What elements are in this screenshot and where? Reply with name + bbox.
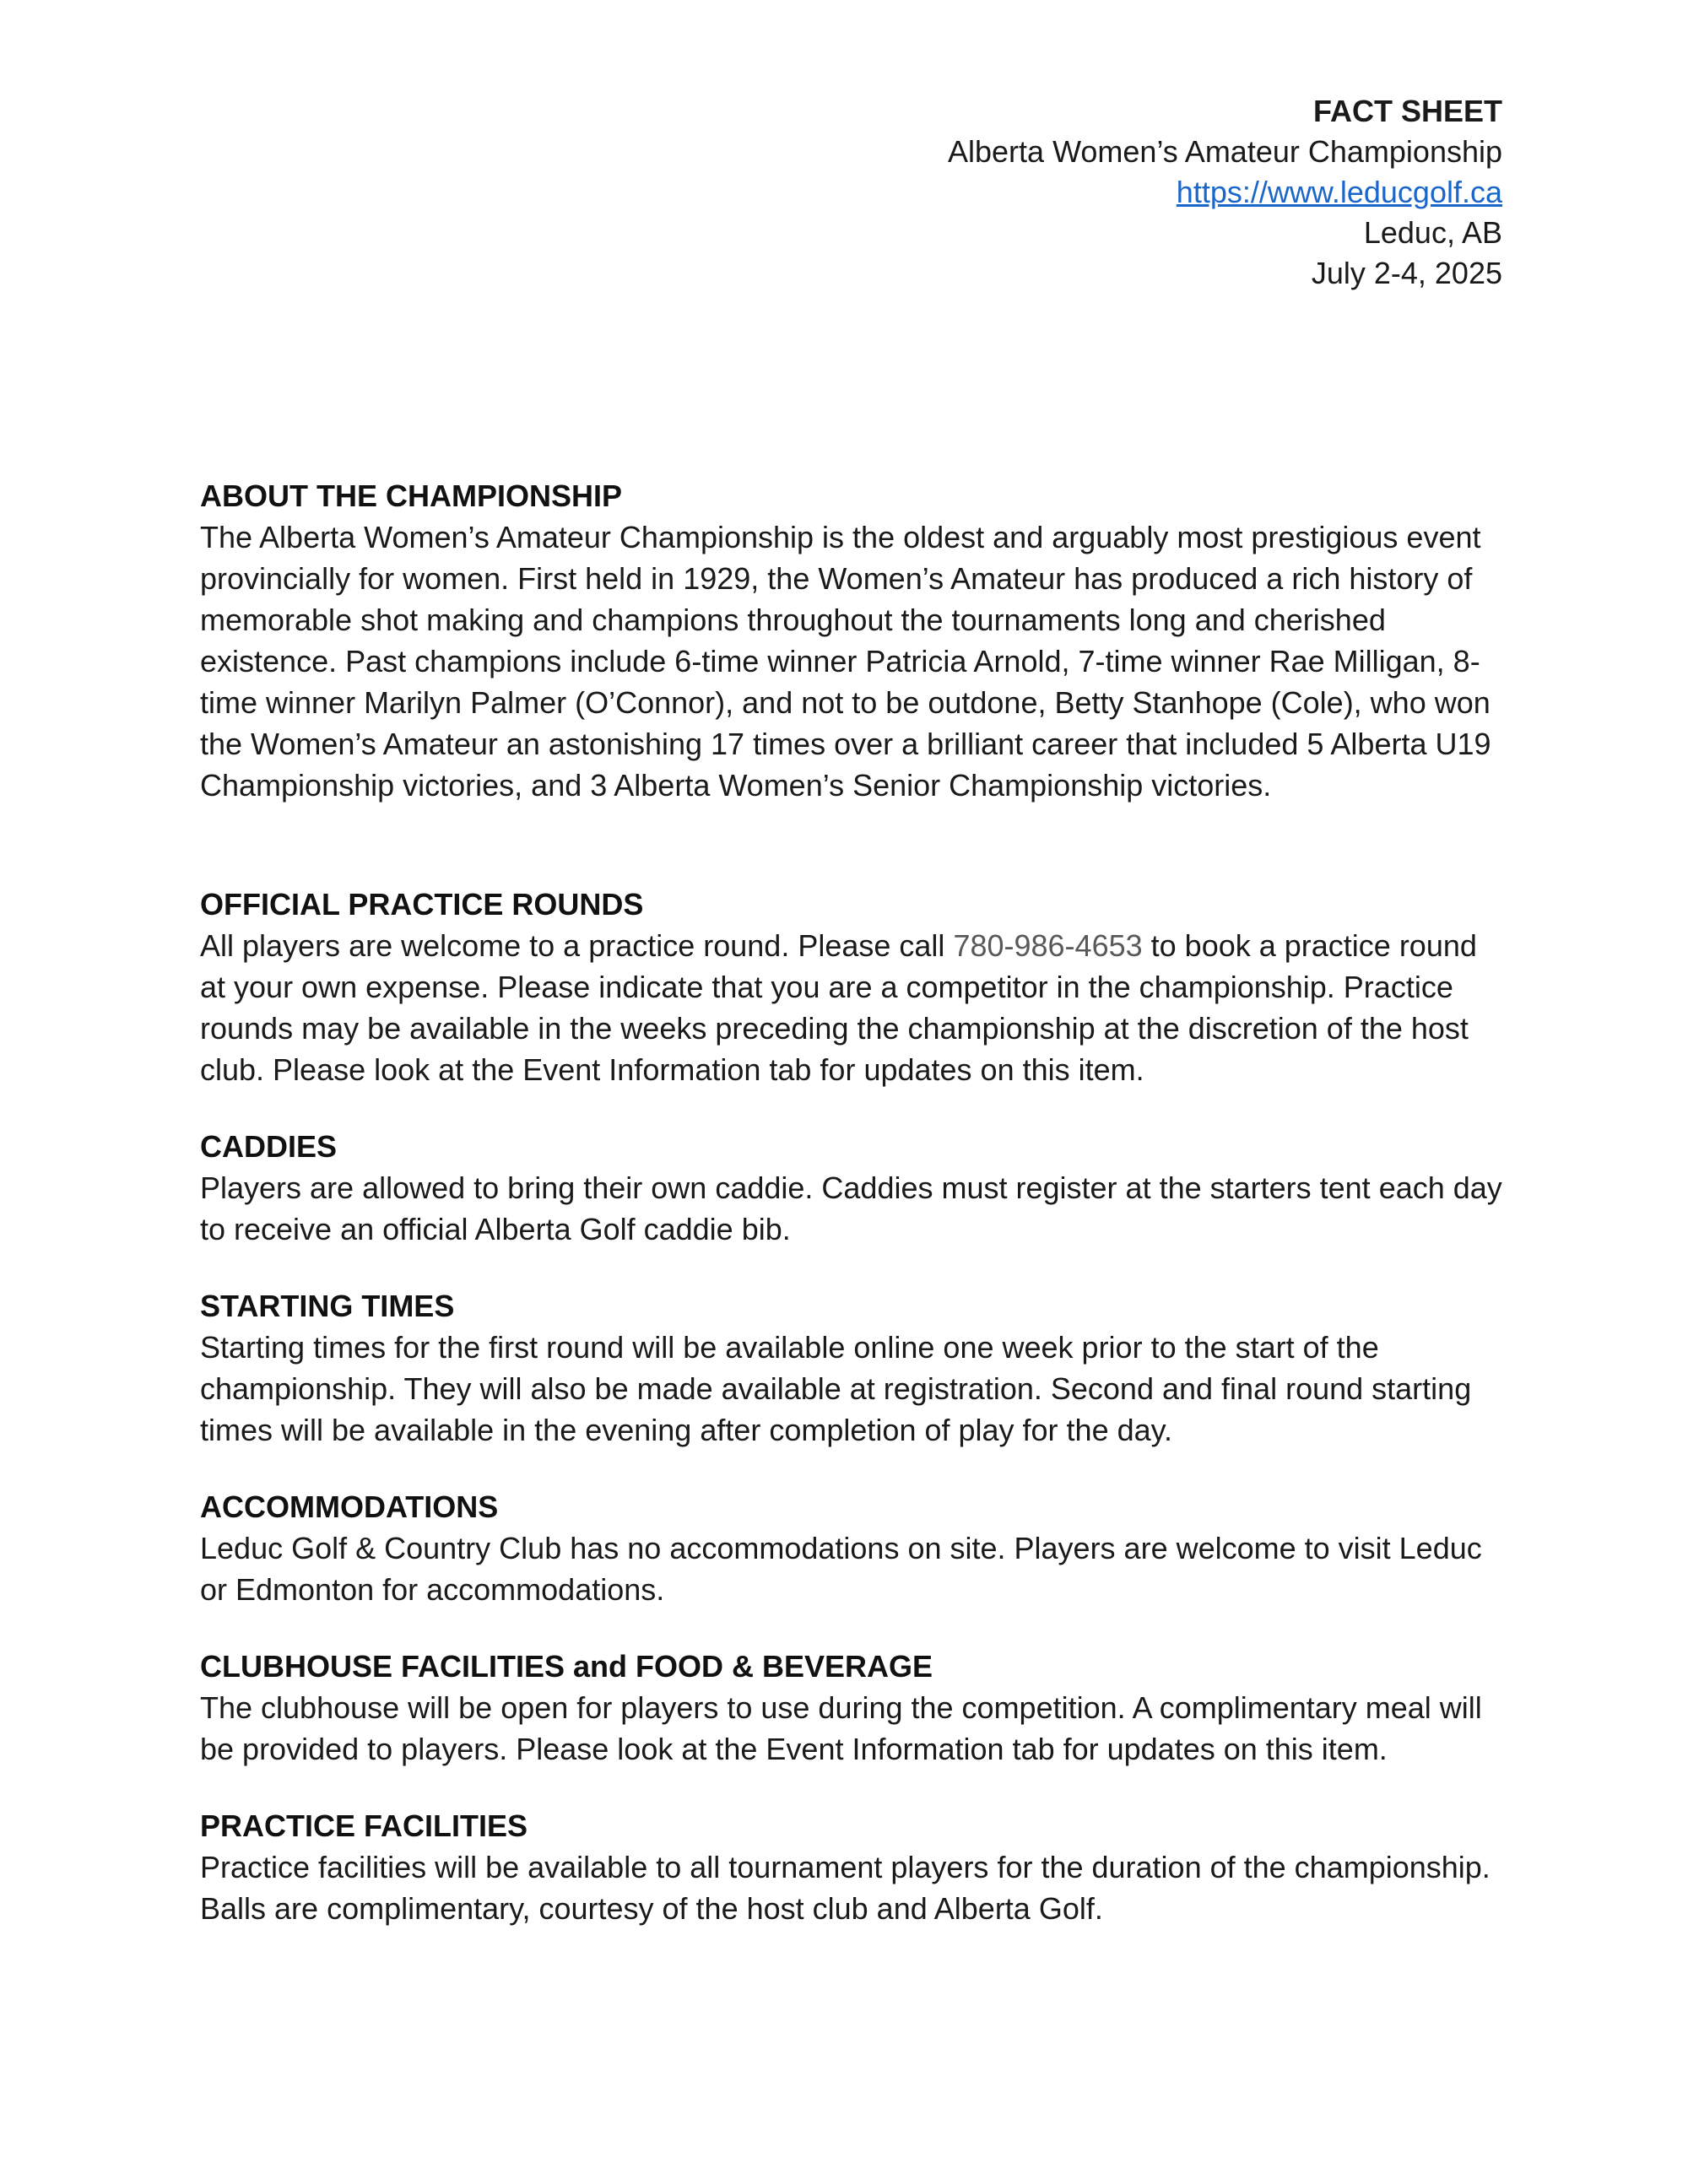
paragraph-text: All players are welcome to a practice round. Please call	[200, 928, 954, 963]
website-link[interactable]: https://www.leducgolf.ca	[1176, 175, 1502, 209]
section-accommodations	[200, 1486, 1502, 1610]
phone-number: 780-986-4653	[953, 928, 1143, 963]
event-dates: July 2-4, 2025	[1311, 256, 1502, 290]
section-practice-facilities	[200, 1805, 1502, 1929]
section-heading: CADDIES	[200, 1129, 338, 1164]
section-about-the-championship	[200, 475, 1502, 806]
document-body	[200, 475, 1502, 1929]
section-starting-times	[200, 1285, 1502, 1451]
section-heading: ABOUT THE CHAMPIONSHIP	[200, 478, 623, 513]
section-paragraph: Players are allowed to bring their own caddie. Caddies must register at the starters tent each day to receive an official Alberta Golf caddie bib.	[200, 1170, 1502, 1246]
section-heading: PRACTICE FACILITIES	[200, 1808, 528, 1843]
section-paragraph: Starting times for the first round will be available online one week prior to the start of the championship. They will also be made available at registration. Second and final round starting times will be available in the evening after completion of play for the day.	[200, 1330, 1472, 1447]
section-paragraph: Practice facilities will be available to all tournament players for the duration of the championship. Balls are complimentary, courtesy of the host club and Alberta Golf.	[200, 1850, 1491, 1926]
fact-sheet-title: FACT SHEET	[1312, 94, 1502, 128]
section-paragraph: The Alberta Women’s Amateur Championship is the oldest and arguably most prestigious event provincially for women. First held in 1929, the Women’s Amateur has produced a rich history of memorable shot making and champions throughout the tournaments long and cherished existence. Past champions include 6-time winner Patricia Arnold, 7-time winner Rae Milligan, 8-time winner Marilyn Palmer (O’Connor), and not to be outdone, Betty Stanhope (Cole), who won the Women’s Amateur an astonishing 17 times over a brilliant career that included 5 Alberta U19 Championship victories, and 3 Alberta Women’s Senior Championship victories.	[200, 520, 1491, 803]
paragraph-text: to book a practice round at your own expense. Please indicate that you are a competitor in the championship. Practice rounds may be available in the weeks preceding the championship at the discretion of the host club. Please look at the Event Information tab for updates on this item.	[200, 928, 1477, 1087]
section-clubhouse-facilities	[200, 1646, 1502, 1770]
section-heading: ACCOMMODATIONS	[200, 1489, 499, 1524]
championship-name: Alberta Women’s Amateur Championship	[948, 134, 1502, 169]
section-heading: STARTING TIMES	[200, 1289, 455, 1323]
document-header	[200, 91, 1502, 294]
section-paragraph: Leduc Golf & Country Club has no accommodations on site. Players are welcome to visit Leduc or Edmonton for accommodations.	[200, 1531, 1482, 1607]
section-heading: CLUBHOUSE FACILITIES and FOOD & BEVERAGE	[200, 1649, 933, 1684]
section-official-practice-rounds	[200, 884, 1502, 1090]
section-paragraph	[200, 925, 1502, 1090]
event-location: Leduc, AB	[1363, 215, 1502, 250]
section-heading: OFFICIAL PRACTICE ROUNDS	[200, 887, 644, 922]
section-caddies	[200, 1126, 1502, 1250]
section-paragraph: The clubhouse will be open for players to use during the competition. A complimentary meal will be provided to players. Please look at the Event Information tab for updates on this item.	[200, 1690, 1482, 1766]
